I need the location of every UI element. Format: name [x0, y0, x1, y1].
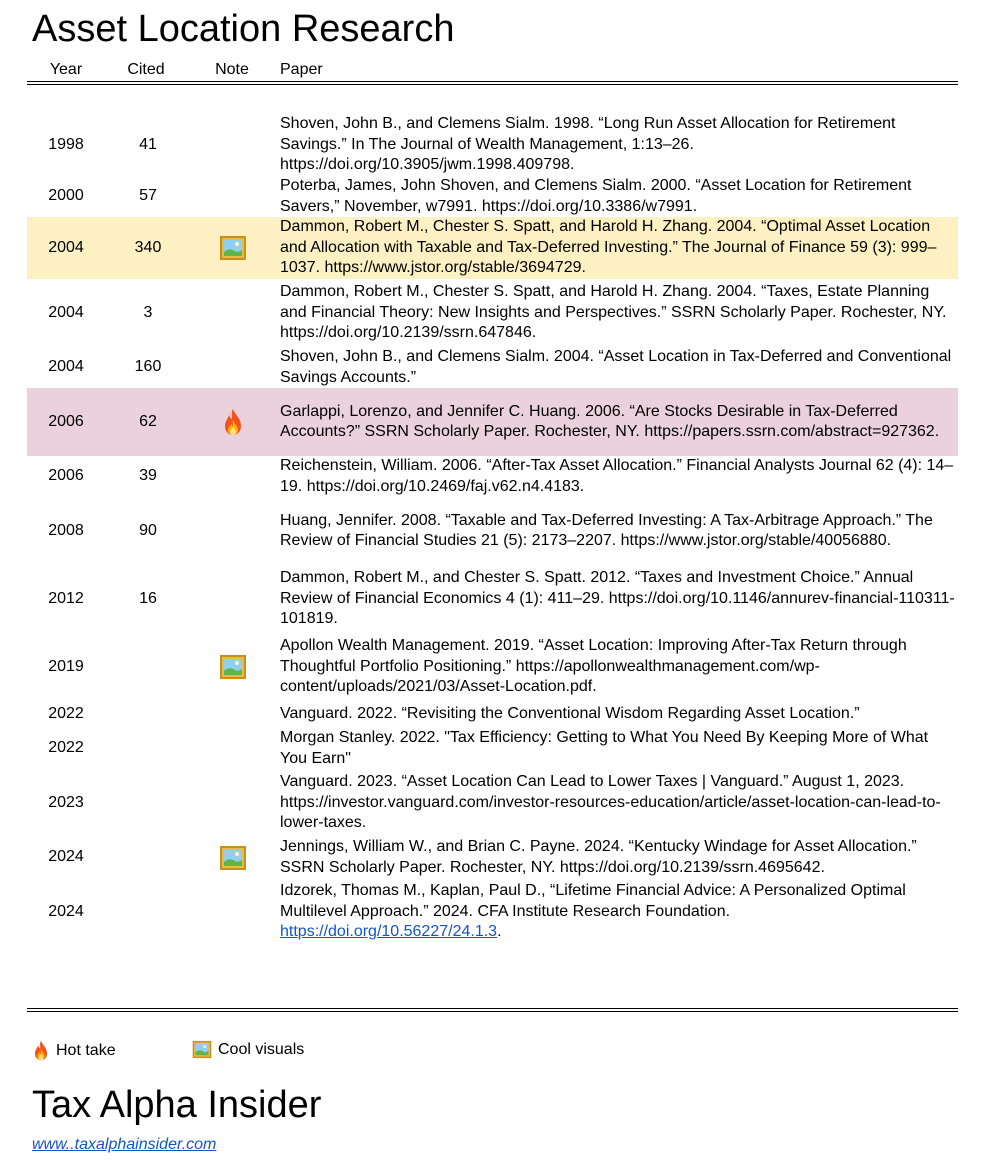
paper-citation: Vanguard. 2022. “Revisiting the Conventional Wisdom Regarding Asset Location.” — [280, 705, 860, 723]
note-cell — [189, 408, 277, 436]
header-divider — [27, 81, 958, 85]
cited-cell: 90 — [139, 521, 157, 539]
year-cell: 2022 — [48, 705, 84, 723]
column-header-year: Year — [49, 61, 83, 78]
page-title: Asset Location Research — [32, 8, 455, 50]
paper-cell — [277, 217, 955, 279]
cited-cell: 39 — [139, 467, 157, 485]
paper-citation: Huang, Jennifer. 2008. “Taxable and Tax-Deferred Investing: A Tax-Arbitrage Approach.” The Review of Financial Studies 21 (5): 2173–2207. https://www.jstor.org/stable/40056880. — [280, 511, 933, 549]
table-row — [27, 176, 958, 217]
year-cell: 2000 — [48, 187, 84, 205]
paper-citation: Garlappi, Lorenzo, and Jennifer C. Huang. 2006. “Are Stocks Desirable in Tax-Deferred Accounts?” SSRN Scholarly Paper. Rochester, NY. https://papers.ssrn.com/abstract=927362. — [280, 402, 940, 440]
year-cell: 2004 — [48, 303, 84, 321]
table-row — [27, 837, 958, 878]
paper-cell — [277, 347, 955, 388]
brand-name: Tax Alpha Insider — [32, 1084, 322, 1126]
paper-citation: Jennings, William W., and Brian C. Payne. 2024. “Kentucky Windage for Asset Allocation.” SSRN Scholarly Paper. Rochester, NY. https://doi.org/10.2139/ssrn.4695642. — [280, 838, 917, 876]
year-cell: 2019 — [48, 657, 84, 675]
year-cell: 2008 — [48, 521, 84, 539]
paper-cell — [277, 636, 955, 698]
year-cell: 2024 — [48, 902, 84, 920]
year-cell: 2023 — [48, 793, 84, 811]
table-row — [27, 114, 958, 176]
picture-icon — [219, 235, 247, 261]
table-row — [27, 347, 958, 388]
cited-cell: 41 — [139, 135, 157, 153]
table-row — [27, 701, 958, 728]
column-header-cited: Cited — [127, 61, 165, 78]
paper-citation: Idzorek, Thomas M., Kaplan, Paul D., “Lifetime Financial Advice: A Personalized Optimal Multilevel Approach.” 2024. CFA Institute Research Foundation. — [280, 882, 906, 920]
paper-cell — [277, 704, 955, 725]
paper-cell — [277, 772, 955, 834]
fire-icon — [32, 1040, 50, 1061]
cited-cell: 57 — [139, 187, 157, 205]
table-row — [27, 217, 958, 279]
paper-citation: Dammon, Robert M., and Chester S. Spatt. 2012. “Taxes and Investment Choice.” Annual Review of Financial Economics 4 (1): 411–29. https://doi.org/10.1146/annurev-financial-110311-101819. — [280, 569, 955, 628]
table-header — [27, 59, 958, 81]
cited-cell: 3 — [143, 303, 153, 321]
paper-citation: Apollon Wealth Management. 2019. “Asset Location: Improving After-Tax Return through Thoughtful Portfolio Positioning.” https://apollonwealthmanagement.com/wp-content/uploads/2021/03/Asset-Location.pdf. — [280, 637, 907, 696]
picture-icon — [219, 654, 247, 680]
paper-doi-link[interactable]: https://doi.org/10.56227/24.1.3 — [280, 923, 498, 941]
year-cell: 2012 — [48, 589, 84, 607]
table-row — [27, 878, 958, 946]
picture-icon — [192, 1040, 212, 1059]
paper-citation: Vanguard. 2023. “Asset Location Can Lead to Lower Taxes | Vanguard.” August 1, 2023. https://investor.vanguard.com/investor-resources-education/article/asset-location-can-lead-to-lower-taxes. — [280, 773, 941, 832]
paper-citation: Dammon, Robert M., Chester S. Spatt, and Harold H. Zhang. 2004. “Taxes, Estate Planning and Financial Theory: New Insights and Perspectives.” SSRN Scholarly Paper. Rochester, NY. https://doi.org/10.2139/ssrn.647846. — [280, 283, 947, 342]
paper-citation: Reichenstein, William. 2006. “After-Tax Asset Allocation.” Financial Analysts Journal 62 (4): 14–19. https://doi.org/10.2469/faj.v62.n4.4183. — [280, 457, 954, 495]
paper-cell — [277, 176, 955, 217]
legend-hot-take — [32, 1040, 116, 1061]
year-cell: 2006 — [48, 412, 84, 430]
legend — [32, 1040, 432, 1064]
column-header-note: Note — [215, 61, 249, 78]
paper-table — [27, 114, 958, 946]
paper-cell — [277, 568, 955, 630]
brand-website-link[interactable]: www..taxalphainsider.com — [32, 1136, 217, 1153]
paper-citation: Poterba, James, John Shoven, and Clemens Sialm. 2000. “Asset Location for Retirement Savers,” November, w7991. https://doi.org/10.3386/w7991. — [280, 177, 912, 215]
paper-citation: Morgan Stanley. 2022. "Tax Efficiency: Getting to What You Need By Keeping More of What You Earn" — [280, 729, 929, 767]
paper-cell — [277, 282, 955, 344]
paper-cell — [277, 511, 955, 552]
paper-citation: Shoven, John B., and Clemens Sialm. 1998. “Long Run Asset Allocation for Retirement Savings.” In The Journal of Wealth Management, 1:13–26. https://doi.org/10.3905/jwm.1998.409798. — [280, 115, 896, 174]
table-row — [27, 388, 958, 456]
table-row — [27, 279, 958, 347]
paper-citation-tail: . — [497, 923, 502, 941]
paper-cell — [277, 728, 955, 769]
paper-cell — [277, 837, 955, 878]
paper-cell — [277, 114, 955, 176]
year-cell: 2004 — [48, 358, 84, 376]
legend-cool-label: Cool visuals — [218, 1040, 305, 1058]
year-cell: 1998 — [48, 135, 84, 153]
year-cell: 2024 — [48, 848, 84, 866]
cited-cell: 16 — [139, 589, 157, 607]
table-row — [27, 497, 958, 565]
note-cell — [189, 844, 277, 870]
year-cell: 2022 — [48, 739, 84, 757]
paper-citation: Shoven, John B., and Clemens Sialm. 2004. “Asset Location in Tax-Deferred and Conventional Savings Accounts.” — [280, 348, 952, 386]
cited-cell: 160 — [134, 358, 162, 376]
year-cell: 2004 — [48, 238, 84, 256]
legend-hot-label: Hot take — [56, 1041, 116, 1059]
cited-cell: 340 — [134, 238, 162, 256]
year-cell: 2006 — [48, 467, 84, 485]
cited-cell: 62 — [139, 412, 157, 430]
paper-citation: Dammon, Robert M., Chester S. Spatt, and Harold H. Zhang. 2004. “Optimal Asset Location and Allocation with Taxable and Tax-Deferred Investing.” The Journal of Finance 59 (3): 999–1037. https://www.jstor.org/stable/3694729. — [280, 218, 937, 277]
table-row — [27, 565, 958, 633]
table-row — [27, 456, 958, 497]
note-cell — [189, 654, 277, 680]
paper-cell — [277, 881, 955, 943]
table-row — [27, 769, 958, 837]
picture-icon — [219, 845, 247, 871]
table-row — [27, 728, 958, 769]
table-row — [27, 633, 958, 701]
legend-cool-visuals — [192, 1040, 304, 1059]
note-cell — [189, 235, 277, 261]
paper-cell — [277, 456, 955, 497]
table-bottom-divider — [27, 1008, 958, 1012]
paper-cell — [277, 402, 955, 443]
column-header-paper: Paper — [280, 61, 323, 78]
fire-icon — [221, 408, 245, 436]
